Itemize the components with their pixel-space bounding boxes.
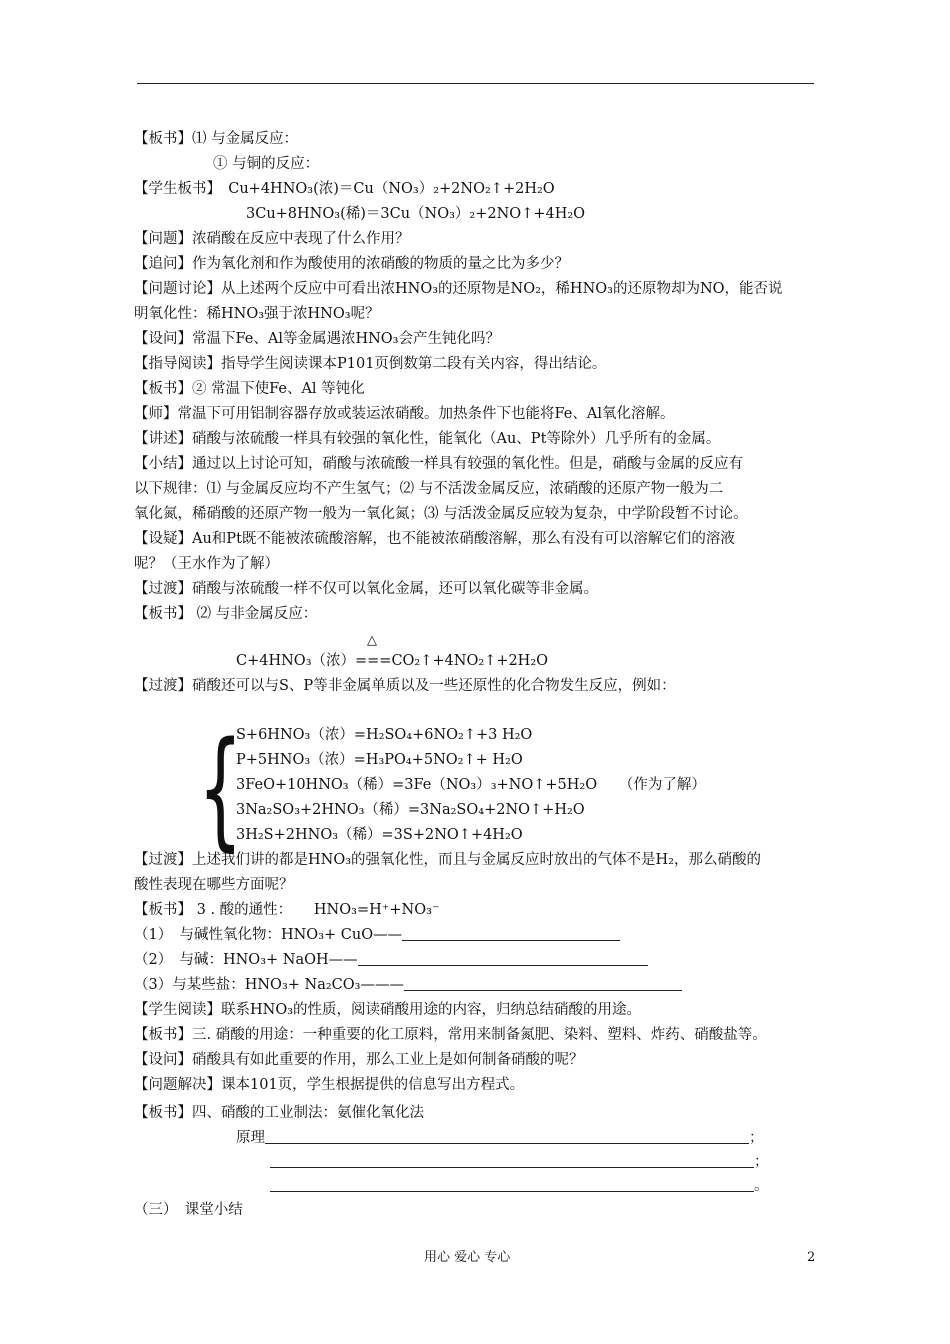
answer-blank[interactable] (270, 1153, 754, 1168)
answer-blank[interactable] (265, 1129, 749, 1144)
text-line: 【学生板书】 Cu+4HNO₃(浓)＝Cu（NO₃）₂+2NO₂↑+2H₂O (134, 181, 555, 197)
principle-line: ； (270, 1153, 769, 1171)
answer-blank[interactable] (404, 976, 682, 991)
text-line: 【过渡】硝酸与浓硫酸一样不仅可以氧化金属，还可以氧化碳等非金属。 (134, 581, 598, 597)
fill-blank-line: （2） 与碱：HNO₃+ NaOH—— (134, 951, 648, 969)
text-line: 【追问】作为氧化剂和作为酸使用的浓硝酸的物质的量之比为多少？ (134, 256, 569, 272)
text-line: 【问题解决】课本101页，学生根据提供的信息写出方程式。 (134, 1077, 525, 1093)
fill-blank-line: （3）与某些盐：HNO₃+ Na₂CO₃——— (134, 976, 682, 994)
equation-line: 3H₂S+2HNO₃（稀）=3S+2NO↑+4H₂O (236, 827, 523, 843)
page-number: 2 (807, 1250, 816, 1265)
footer-motto: 用心 爱心 专心 (424, 1250, 511, 1265)
text-line: 【设问】常温下Fe、Al等金属遇浓HNO₃会产生钝化吗？ (134, 331, 500, 347)
text-line: ① 与铜的反应： (213, 156, 320, 172)
equation-line: 3Na₂SO₃+2HNO₃（稀）=3Na₂SO₄+2NO↑+H₂O (236, 802, 585, 818)
text-line: 【小结】通过以上讨论可知，硝酸与浓硫酸一样具有较强的氧化性。但是，硝酸与金属的反应有 (134, 456, 743, 472)
text-line: 3Cu+8HNO₃(稀)＝3Cu（NO₃）₂+2NO↑+4H₂O (246, 206, 586, 222)
answer-blank[interactable] (270, 1177, 754, 1192)
section-heading: （三） 课堂小结 (134, 1202, 243, 1218)
equation-line: P+5HNO₃（浓）=H₃PO₄+5NO₂↑+ H₂O (236, 752, 523, 768)
text-line: 【板书】⑴ 与金属反应： (134, 131, 299, 147)
text-line: 明氧化性：稀HNO₃强于浓HNO₃呢？ (134, 306, 380, 322)
text-line: 【板书】 3 . 酸的通性： HNO₃=H⁺+NO₃⁻ (134, 902, 440, 918)
text-line: 酸性表现在哪些方面呢？ (134, 877, 294, 893)
answer-blank[interactable] (402, 926, 620, 941)
text-line: 以下规律：⑴ 与金属反应均不产生氢气；⑵ 与不活泼金属反应，浓硝酸的还原产物一般为二 (134, 481, 724, 497)
equation-line: 3FeO+10HNO₃（稀）=3Fe（NO₃）₃+NO↑+5H₂O （作为了解） (236, 777, 706, 793)
text-line: 【师】常温下可用铝制容器存放或装运浓硝酸。加热条件下也能将Fe、Al氧化溶解。 (134, 406, 675, 422)
text-line: 【学生阅读】联系HNO₃的性质，阅读硝酸用途的内容，归纳总结硝酸的用途。 (134, 1002, 642, 1018)
text-line: 【设疑】Au和Pt既不能被浓硫酸溶解，也不能被浓硝酸溶解，那么有没有可以溶解它们的溶液 (134, 531, 735, 547)
text-line: 【板书】 ⑵ 与非金属反应： (134, 606, 318, 622)
principle-line: 。 (270, 1177, 769, 1195)
brace-symbol: { (198, 715, 243, 864)
text-line: 【讲述】硝酸与浓硫酸一样具有较强的氧化性，能氧化（Au、Pt等除外）几乎所有的金属。 (134, 431, 721, 447)
header-rule (137, 83, 814, 84)
fill-blank-line: （1） 与碱性氧化物：HNO₃+ CuO—— (134, 926, 620, 944)
principle-line: 原理 ； (236, 1130, 764, 1146)
text-line: 【问题讨论】从上述两个反应中可看出浓HNO₃的还原物是NO₂，稀HNO₃的还原物却为NO，能否说 (134, 281, 783, 297)
text-line: 【问题】浓硝酸在反应中表现了什么作用？ (134, 231, 410, 247)
text-line: 【过渡】硝酸还可以与S、P等非金属单质以及一些还原性的化合物发生反应，例如： (134, 678, 676, 694)
text-line: 氧化氮，稀硝酸的还原产物一般为一氧化氮；⑶ 与活泼金属反应较为复杂，中学阶段暂不讨论。 (134, 506, 748, 522)
heat-symbol: △ (367, 633, 377, 648)
text-line: 【设问】硝酸具有如此重要的作用，那么工业上是如何制备硝酸的呢？ (134, 1052, 584, 1068)
text-line: 【板书】四、硝酸的工业制法：氨催化氧化法 (134, 1105, 424, 1121)
text-line: 【板书】② 常温下使Fe、Al 等钝化 (134, 381, 365, 397)
text-line: 【过渡】上述我们讲的都是HNO₃的强氧化性，而且与金属反应时放出的气体不是H₂，那么硝酸的 (134, 852, 761, 868)
text-line: 呢？（王水作为了解） (134, 556, 279, 572)
equation-line: S+6HNO₃（浓）=H₂SO₄+6NO₂↑+3 H₂O (236, 727, 533, 743)
answer-blank[interactable] (358, 951, 648, 966)
text-line: 【指导阅读】指导学生阅读课本P101页倒数第二段有关内容，得出结论。 (134, 356, 607, 372)
text-line: 【板书】三. 硝酸的用途：一种重要的化工原料，常用来制备氮肥、染料、塑料、炸药、硝酸盐等。 (134, 1027, 767, 1043)
equation-line: C+4HNO₃（浓）===CO₂↑+4NO₂↑+2H₂O (236, 653, 549, 669)
